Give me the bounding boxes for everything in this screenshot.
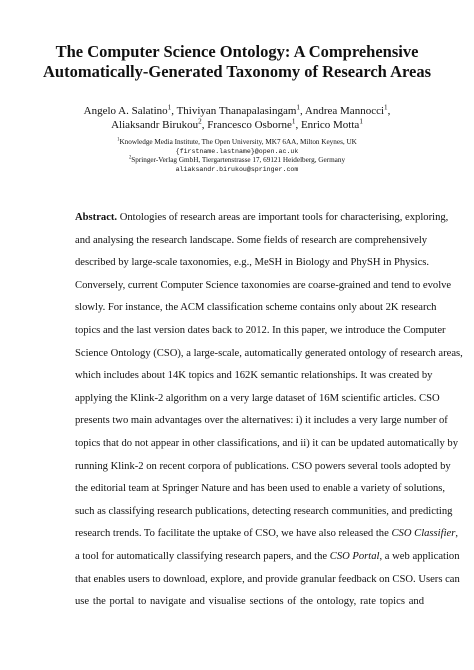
affiliations [40, 138, 434, 174]
abstract-line: that enables users to download, explore, and provide granular feedback on CSO. Users can [75, 573, 460, 585]
abstract-line: described by large-scale taxonomies, e.g., MeSH in Biology and PhySH in Physics. [75, 257, 430, 269]
paper-title [40, 42, 434, 82]
abstract-line: running Klink-2 on recent corpora of publications. CSO powers several tools adopted by [75, 460, 451, 472]
author-name: Aliaksandr Birukou [111, 119, 199, 131]
italic-term: CSO Portal [329, 550, 380, 562]
abstract [75, 207, 463, 614]
abstract-line: research trends. To facilitate the uptake of CSO, we have also released the CSO Classifier, [75, 528, 458, 540]
author-name: Thiviyan Thanapalasingam [176, 105, 297, 117]
abstract-line: topics and the last version dates back to 2012. In this paper, we introduce the Computer [75, 324, 446, 336]
abstract-line: and analysing the research landscape. Some fields of research are comprehensively [75, 234, 428, 246]
title-line-1: The Computer Science Ontology: A Comprehensive [55, 42, 419, 61]
abstract-line: a tool for automatically classifying research papers, and the CSO Portal, a web application [75, 550, 460, 562]
authors-line-1: Angelo A. Salatino$^1$, Thiviyan Thanapalasingam$^1$, Andrea Mannocci$^1$, [83, 103, 391, 117]
author-affil-mark: 1 [167, 103, 172, 112]
author-affil-mark: 1 [359, 117, 363, 126]
author-affil-mark: 1 [291, 117, 296, 126]
author-affil-mark: 1 [384, 103, 388, 112]
italic-term: CSO Classifier [391, 528, 456, 540]
author-name: Andrea Mannocci [304, 105, 385, 117]
title-line-2: Automatically-Generated Taxonomy of Research Areas [42, 62, 432, 81]
abstract-line: Science Ontology (CSO), a large-scale, automatically generated ontology of research areas, [75, 347, 463, 359]
abstract-line: slowly. For instance, the ACM classification scheme contains only about 2K research [75, 302, 437, 314]
author-name: Francesco Osborne [207, 119, 292, 131]
affil-email: {firstname.lastname}@open.ac.uk [175, 148, 299, 155]
abstract-line: presents two main advantages over the alternatives: i) it includes a very large number of [75, 415, 448, 427]
affil-text: Springer-Verlag GmbH, Tiergartenstrasse 17, 69121 Heidelberg, Germany [131, 156, 346, 164]
author-name: Enrico Motta [300, 119, 360, 131]
author-list [40, 104, 434, 132]
abstract-line: use the portal to navigate and visualise sections of the ontology, rate topics and [75, 596, 424, 608]
abstract-line: applying the Klink-2 algorithm on a very large dataset of 16M scientific articles. CSO [75, 392, 440, 404]
affiliation-1 [40, 138, 434, 147]
affil-mark: 1 [117, 137, 120, 143]
abstract-line: which includes about 14K topics and 162K semantic relationships. It was created by [75, 370, 433, 382]
abstract-label: Abstract. [75, 212, 118, 223]
affil-mark: 2 [128, 155, 132, 161]
affiliation-2 [40, 156, 434, 165]
abstract-line: topics that do not appear in other classifications, and ii) it can be updated automatically by [75, 437, 459, 449]
author-name: Angelo A. Salatino [83, 105, 168, 117]
author-affil-mark: 2 [198, 117, 202, 126]
affil-email: aliaksandr.birukou@springer.com [175, 166, 299, 173]
abstract-line: such as classifying research publications, detecting research communities, and predicting [75, 505, 453, 517]
affil-text: Knowledge Media Institute, The Open University, MK7 6AA, Milton Keynes, UK [119, 138, 357, 146]
abstract-line: the editorial team at Springer Nature and has been used to enable a variety of solutions, [75, 483, 446, 495]
abstract-line: Abstract. Ontologies of research areas are important tools for characterising, exploring, [75, 212, 449, 223]
author-affil-mark: 1 [296, 103, 300, 112]
abstract-line: Conversely, current Computer Science taxonomies are coarse-grained and tend to evolve [75, 279, 452, 291]
authors-line-2: Aliaksandr Birukou$^2$, Francesco Osborne$^1$, Enrico Motta$^1$ [111, 117, 363, 131]
